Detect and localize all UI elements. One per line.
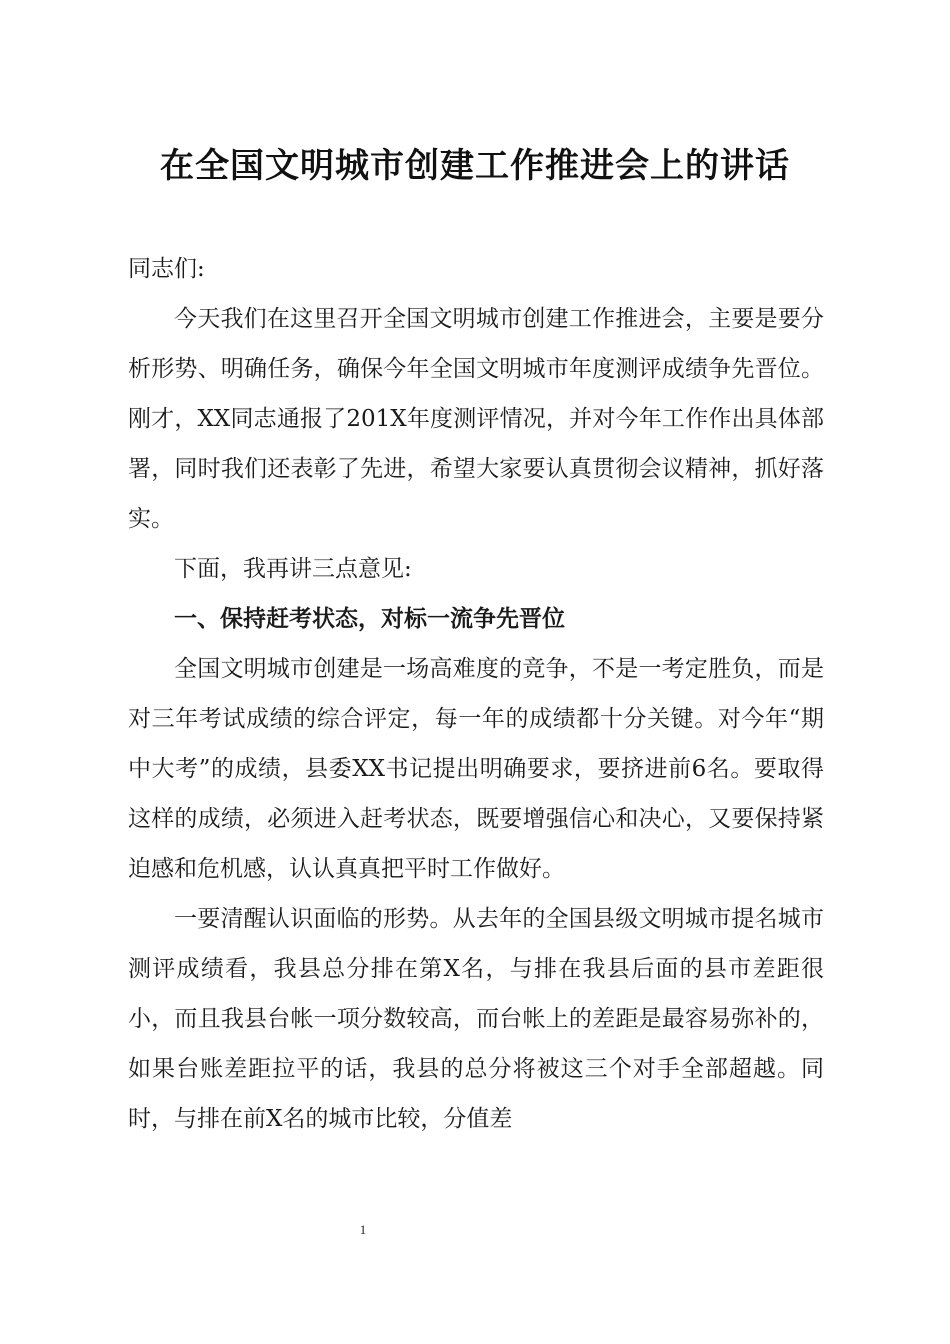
document-body — [128, 244, 824, 1144]
paragraph-transition: 下面，我再讲三点意见: — [174, 556, 412, 582]
paragraph-point-1: 一要清醒认识面临的形势。从去年的全国县级文明城市提名城市测评成绩看，我县总分排在第X名，与排在我县后面的县市差距很小，而且我县台帐一项分数较高，而台帐上的差距是最容易弥补的，如果台账差距拉平的话，我县的总分将被这三个对手全部超越。同时，与排在前X名的城市比较，分值差 — [128, 906, 824, 1132]
paragraph-section-1: 全国文明城市创建是一场高难度的竞争，不是一考定胜负，而是对三年考试成绩的综合评定，每一年的成绩都十分关键。对今年“期中大考”的成绩，县委XX书记提出明确要求，要挤进前6名。要取得这样的成绩，必须进入赶考状态，既要增强信心和决心，又要保持紧迫感和危机感，认认真真把平时工作做好。 — [128, 656, 824, 882]
document-title: 在全国文明城市创建工作推进会上的讲话 — [160, 146, 790, 186]
section-heading-1: 一、保持赶考状态，对标一流争先晋位 — [174, 606, 565, 632]
paragraph-intro: 今天我们在这里召开全国文明城市创建工作推进会，主要是要分析形势、明确任务，确保今年全国文明城市年度测评成绩争先晋位。刚才，XX同志通报了201X年度测评情况，并对今年工作作出具体部署，同时我们还表彰了先进，希望大家要认真贯彻会议精神，抓好落实。 — [128, 306, 824, 532]
salutation: 同志们: — [128, 256, 205, 282]
page-number: 1 — [359, 1222, 367, 1237]
